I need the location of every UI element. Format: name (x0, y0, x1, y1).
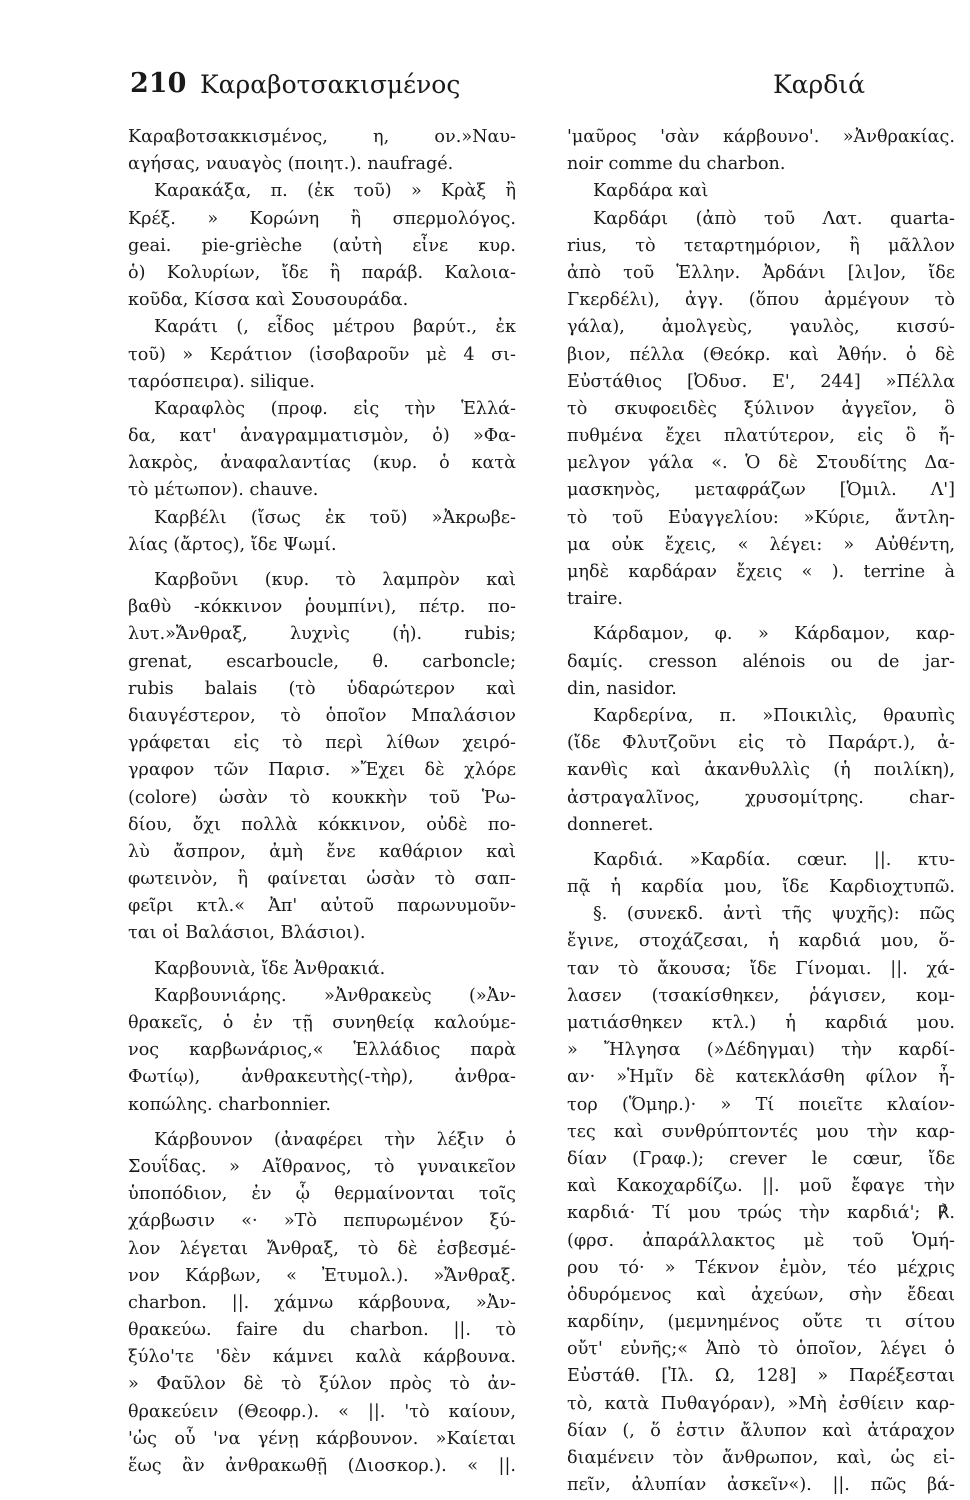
text-line: θρακεῖς, ὁ ἐν τῇ συνηθείᾳ καλούμε- (128, 1013, 516, 1033)
text-line: γραφον τῶν Παρισ. »Ἔχει δὲ χλόρε (128, 760, 516, 781)
text-line: Φωτίῳ), ἀνθρακευτὴς(-τὴρ), ἀνθρα- (128, 1067, 516, 1088)
text-line: Καρδάρα καὶ (593, 181, 709, 202)
text-line: donneret. (567, 814, 654, 835)
text-line: φωτεινὸν, ἢ φαίνεται ὡσὰν τὸ σαπ- (128, 869, 516, 890)
text-line: ὁ) Κολυρίων, ἴδε ἢ παράβ. Καλοια- (128, 262, 516, 283)
text-line: ἀπὸ τοῦ Ἑλλην. Ἀρδάνι [λι]ον, ἴδε (567, 262, 955, 283)
text-line: λυτ.»Ἄνθραξ, λυχνὶς (ἡ). rubis; (128, 624, 516, 645)
text-line: Κάρδαμον, φ. » Κάρδαμον, καρ- (593, 624, 955, 645)
text-line: Καρδιά. »Καρδία. cœur. ||. κτυ- (593, 849, 955, 870)
text-line: οὔτ' εὐνῆς;« Ἀπὸ τὸ ὁποῖον, λέγει ὁ (567, 1339, 955, 1360)
text-line: δαμίς. cresson alénois ou de jar- (567, 651, 955, 672)
text-line: θρακεύω. faire du charbon. ||. τὸ (128, 1320, 516, 1341)
text-line: λὺ ἄσπρον, ἀμὴ ἔνε καθάριον καὶ (128, 841, 516, 862)
text-line: λακρὸς, ἀναφαλαντίας (κυρ. ὁ κατὰ (128, 453, 516, 474)
text-line: καρδιά· Τί μου τρώς τὴν καρδιά'; ℟. (567, 1203, 955, 1224)
text-line: χάρβωσιν «· »Τὸ πεπυρωμένον ξύ- (128, 1211, 516, 1232)
text-line: φεῖρι κτλ.« Ἀπ' αὐτοῦ παρωνυμοῦν- (128, 896, 516, 917)
text-line: ρου τό· » Τέκνον ἐμὸν, τέο μέχρις (567, 1257, 955, 1278)
text-line: αγήσας, ναυαγὸς (ποιητ.). naufragé. (128, 154, 454, 175)
text-line: (ἴδε Φλυτζοῦνι εἰς τὸ Παράρτ.), ἀ- (567, 733, 955, 754)
text-line: διαυγέστερον, τὸ ὁποῖον Μπαλάσιον (128, 705, 516, 726)
text-line: αν· »Ἡμῖν δὲ κατεκλάσθη φίλον ἦ- (567, 1067, 955, 1088)
text-line: Κάρβουνον (ἀναφέρει τὴν λέξιν ὁ (154, 1129, 516, 1150)
text-line: δίαν (, ὅ ἐστιν ἄλυπον καὶ ἀτάραχον (567, 1420, 955, 1441)
text-line: λασεν (τσακίσθηκεν, ῥάγισεν, κομ- (567, 985, 955, 1006)
text-line: γάλα), ἀμολγεὺς, γαυλὸς, κισσύ- (567, 317, 955, 338)
text-line: νον Κάρβων, « Ἐτυμολ.). »Ἄνθραξ. (128, 1265, 516, 1286)
text-line: ἔγινε, στοχάζεσαι, ἡ καρδιά μου, ὅ- (567, 931, 955, 952)
text-line: ὀδυρόμενος καὶ ἀχεύων, σὴν ἔδεαι (567, 1284, 955, 1305)
text-line: Καραβοτσακκισμένος, η, ον.»Ναυ- (128, 127, 516, 147)
page-header (130, 68, 865, 108)
text-line: ἕως ἂν ἀνθρακωθῇ (Διοσκορ.). « ||. (128, 1456, 516, 1476)
text-line: πυθμένα ἔχει πλατύτερον, εἰς ὃ ἤ- (567, 426, 955, 447)
text-line: (colore) ὡσὰν τὸ κουκκὴν τοῦ Ῥω- (128, 787, 516, 808)
text-line: traire. (567, 589, 624, 610)
text-line: λον λέγεται Ἄνθραξ, τὸ δὲ ἐσβεσμέ- (128, 1238, 516, 1259)
text-line: din, nasidor. (567, 678, 677, 699)
text-line: ται οἱ Βαλάσιοι, Βλάσιοι). (128, 923, 366, 944)
text-line: Καρβέλι (ἴσως ἐκ τοῦ) »Ἀκρωβε- (154, 507, 516, 528)
text-line: νος καρβωνάριος,« Ἑλλάδιος παρὰ (128, 1040, 516, 1061)
text-line: » Φαῦλον δὲ τὸ ξύλον πρὸς τὸ ἀν- (128, 1374, 516, 1395)
text-line: Εὐστάθ. [Ἰλ. Ω, 128] » Παρέξεσται (567, 1366, 955, 1387)
text-line: rubis balais (τὸ ὑδαρώτερον καὶ (128, 678, 516, 699)
text-line: βιον, πέλλα (Θεόκρ. καὶ Ἀθήν. ὁ δὲ (567, 344, 955, 365)
text-line: γράφεται εἰς τὸ περὶ λίθων χειρό- (128, 733, 516, 754)
text-line: charbon. ||. χάμνω κάρβουνα, »Ἀν- (128, 1292, 516, 1313)
text-line: §. (συνεκδ. ἀντὶ τῆς ψυχῆς): πῶς (593, 904, 955, 925)
text-line: » Ἤλγησα (»Δέδηγμαι) τὴν καρδί- (567, 1040, 955, 1061)
text-line: μα οὐκ ἔχεις, « λέγει: » Αὐθέντη, (567, 534, 955, 555)
text-line: Καράτι (, εἶδος μέτρου βαρύτ., ἐκ (154, 317, 516, 338)
text-line: μασκηνὸς, μεταφράζων [Ὁμιλ. Λ'] (567, 480, 955, 501)
text-line: κοῦδα, Κίσσα καὶ Σουσουράδα. (128, 290, 409, 311)
text-line: ἀστραγαλῖνος, χρυσομίτρης. char- (567, 787, 955, 808)
text-line: μελγον γάλα «. Ὁ δὲ Στουδίτης Δα- (567, 453, 955, 474)
text-line: μηδὲ καρδάραν ἔχεις « ). terrine à (567, 562, 955, 582)
text-line: βαθὺ -κόκκινον ῥουμπίνι), πέτρ. πο- (128, 597, 516, 618)
text-line: διαμένειν τὸν ἄνθρωπον, καὶ, ὡς εἰ- (567, 1448, 955, 1468)
right-column (567, 124, 955, 1499)
text-line: Κρέξ. » Κορώνη ἢ σπερμολόγος. (128, 208, 516, 229)
text-line: Εὐστάθιος [Ὀδυσ. Ε', 244] »Πέλλα (567, 371, 955, 392)
text-line: καρδίην, (μεμνημένος οὔτε τι σίτου (567, 1312, 955, 1333)
text-line: Καρβουνιὰ, ἴδε Ἀνθρακιά. (154, 958, 386, 979)
text-line: geai. pie-grièche (αὐτὴ εἶνε κυρ. (128, 235, 516, 256)
text-line: ταν τὸ ἄκουσα; ἴδε Γίνομαι. ||. χά- (567, 958, 955, 979)
text-line: τορ (Ὅμηρ.)· » Τί ποιεῖτε κλαίον- (567, 1094, 955, 1115)
text-line: ματιάσθηκεν κτλ.) ἡ καρδιά μου. (567, 1013, 955, 1033)
text-line: Καρδερίνα, π. »Ποικιλὶς, θραυπὶς (593, 705, 955, 726)
text-line: Καρβουνιάρης. »Ἀνθρακεὺς (»Ἀν- (154, 985, 516, 1006)
text-line: λίας (ἄρτος), ἴδε Ψωμί. (128, 534, 337, 555)
text-line: ὑποπόδιον, ἐν ᾧ θερμαίνονται τοῖς (128, 1184, 516, 1205)
text-line: ταρόσπειρα). silique. (128, 371, 315, 392)
text-line: Καρακάξα, π. (ἐκ τοῦ) » Κρὰξ ἢ (154, 181, 516, 202)
text-line: πεῖν, ἀλυπίαν ἀσκεῖν«). ||. πῶς βά- (567, 1475, 955, 1496)
header-left-keyword: Καραβοτσακισμένος (200, 70, 461, 99)
text-line: θρακεύειν (Θεοφρ.). « ||. 'τὸ καίουν, (128, 1401, 516, 1422)
text-line: τὸ σκυφοειδὲς ξύλινον ἀγγεῖον, ὃ (567, 398, 955, 419)
page-number: 210 (130, 68, 187, 99)
text-line: τὸ, κατὰ Πυθαγόραν), »Μὴ ἐσθίειν καρ- (567, 1393, 955, 1414)
header-right-keyword: Καρδιά (773, 70, 865, 99)
text-line: καὶ Κακοχαρδίζω. ||. μοῦ ἔφαγε τὴν (567, 1176, 955, 1197)
text-line: Καραφλὸς (προφ. εἰς τὴν Ἑλλά- (154, 398, 516, 419)
text-line: τὸ τοῦ Εὐαγγελίου: »Κύριε, ἄντλη- (567, 507, 955, 528)
text-line: τὸ μέτωπον). chauve. (128, 480, 319, 501)
text-line: 'μαῦρος 'σὰν κάρβουνο'. »Ἀνθρακίας. (567, 127, 955, 147)
text-line: Καρβοῦνι (κυρ. τὸ λαμπρὸν καὶ (154, 570, 516, 590)
left-column (128, 124, 516, 1480)
text-line: ξύλο'τε 'δὲν κάμνει καλὰ κάρβουνα. (128, 1347, 516, 1368)
text-line: δίου, ὄχι πολλὰ κόκκινον, οὐδὲ πο- (128, 814, 516, 835)
text-line: κανθὶς καὶ ἀκανθυλλὶς (ἡ ποιλίκη), (567, 760, 955, 781)
text-line: δα, κατ' ἀναγραμματισμὸν, ὁ) »Φα- (128, 426, 516, 447)
text-line: (φρσ. ἀπαράλλακτος μὲ τοῦ Ὁμή- (567, 1230, 955, 1251)
text-line: τες καὶ συνθρύπτοντές μου τὴν καρ- (567, 1121, 955, 1142)
text-line: grenat, escarboucle, θ. carboncle; (128, 651, 516, 672)
text-line: Σουΐδας. » Αἴθρανος, τὸ γυναικεῖον (128, 1156, 516, 1177)
text-line: rius, τὸ τεταρτημόριον, ἢ μᾶλλον (567, 235, 955, 256)
text-line: Καρδάρι (ἀπὸ τοῦ Λατ. quarta- (593, 208, 955, 229)
text-line: πᾷ ἡ καρδία μου, ἴδε Καρδιοχτυπῶ. (567, 877, 955, 898)
text-line: κοπώλης. charbonnier. (128, 1094, 331, 1115)
text-line: noir comme du charbon. (567, 154, 786, 175)
text-line: 'ὡς οὗ 'να γένῃ κάρβουνον. »Καίεται (128, 1428, 516, 1449)
text-line: τοῦ) » Κεράτιον (ἰσοβαροῦν μὲ 4 σι- (128, 344, 516, 365)
text-line: Γκερδέλι), ἀγγ. (ὅπου ἀρμέγουν τὸ (567, 290, 955, 311)
text-line: δίαν (Γραφ.); crever le cœur, ἴδε (567, 1148, 955, 1169)
